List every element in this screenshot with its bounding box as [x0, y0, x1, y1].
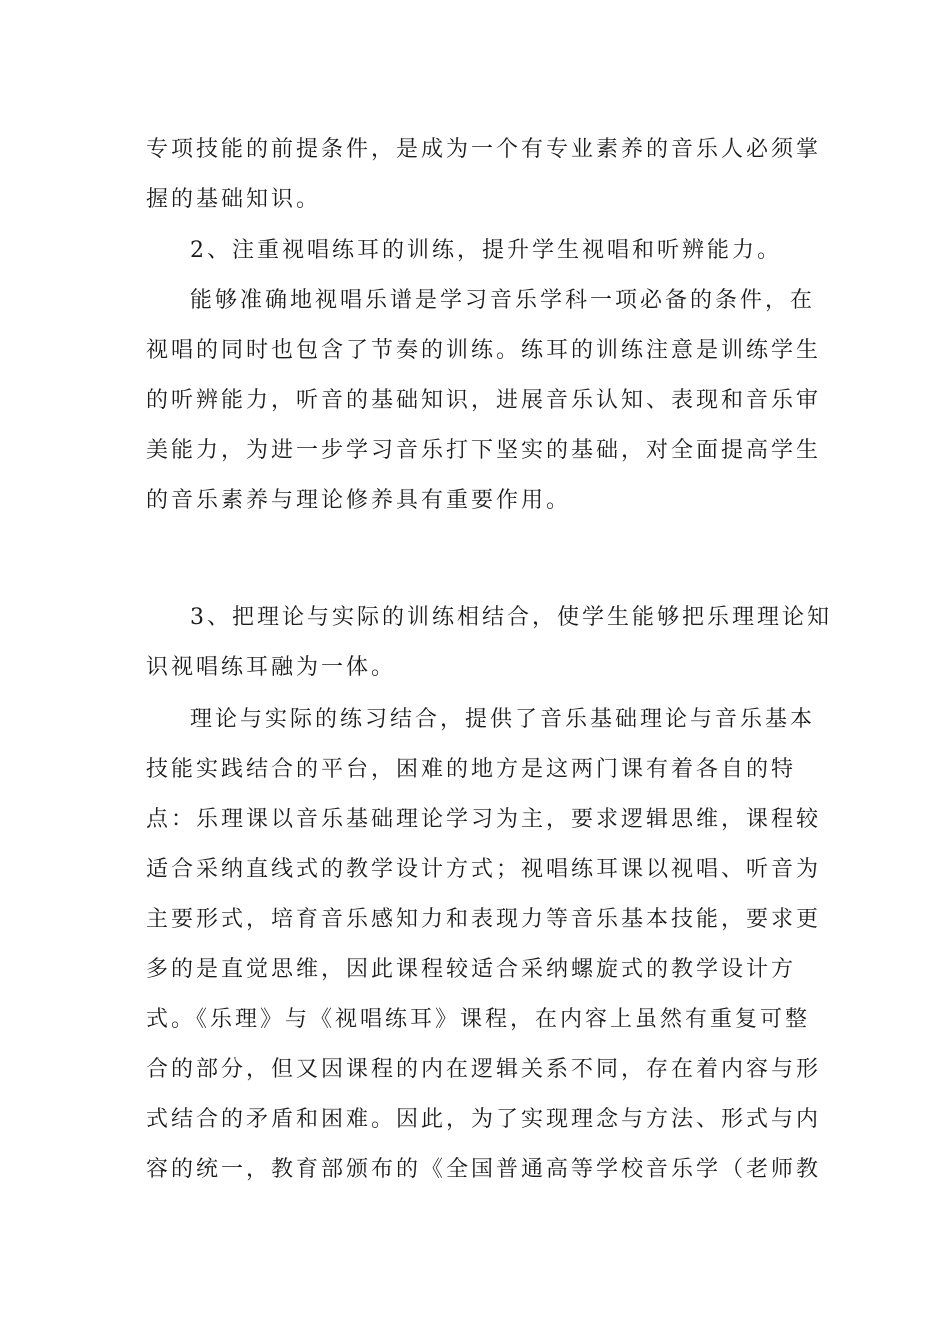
p3-line-4: 适合采纳直线式的教学设计方式；视唱练耳课以视唱、听音为 [146, 857, 822, 882]
p3-line-2: 技能实践结合的平台，困难的地方是这两门课有着各自的特 [146, 757, 797, 782]
p3-line-6: 多的是直觉思维，因此课程较适合采纳螺旋式的教学设计方 [146, 957, 797, 982]
p2-line-2: 视唱的同时也包含了节奏的训练。练耳的训练注意是训练学生 [146, 338, 822, 363]
p3-line-9: 式结合的矛盾和困难。因此，为了实现理念与方法、形式与内 [146, 1107, 822, 1132]
p2-line-5: 的音乐素养与理论修养具有重要作用。 [146, 488, 572, 513]
section-heading-3-line-2: 识视唱练耳融为一体。 [146, 655, 397, 680]
p3-line-7: 式。《乐理》与《视唱练耳》课程，在内容上虽然有重复可整 [146, 1007, 811, 1032]
section-heading-3-line-1: 3、把理论与实际的训练相结合，使学生能够把乐理理论知 [190, 605, 832, 630]
p3-line-5: 主要形式，培育音乐感知力和表现力等音乐基本技能，要求更 [146, 907, 822, 932]
section-heading-2: 2、注重视唱练耳的训练，提升学生视唱和听辨能力。 [190, 238, 782, 263]
p3-line-8: 合的部分，但又因课程的内在逻辑关系不同，存在着内容与形 [146, 1057, 822, 1082]
p2-line-3: 的听辨能力，听音的基础知识，进展音乐认知、表现和音乐审 [146, 388, 822, 413]
p3-line-3: 点：乐理课以音乐基础理论学习为主，要求逻辑思维，课程较 [146, 807, 822, 832]
p2-line-1: 能够准确地视唱乐谱是学习音乐学科一项必备的条件，在 [190, 288, 816, 313]
p1-line-2: 握的基础知识。 [146, 187, 322, 212]
p3-line-1: 理论与实际的练习结合，提供了音乐基础理论与音乐基本 [190, 707, 816, 732]
p1-line-1: 专项技能的前提条件，是成为一个有专业素养的音乐人必须掌 [146, 137, 822, 162]
p2-line-4: 美能力，为进一步学习音乐打下坚实的基础，对全面提高学生 [146, 438, 822, 463]
p3-line-10: 容的统一，教育部颁布的《全国普通高等学校音乐学（老师教 [146, 1157, 822, 1182]
